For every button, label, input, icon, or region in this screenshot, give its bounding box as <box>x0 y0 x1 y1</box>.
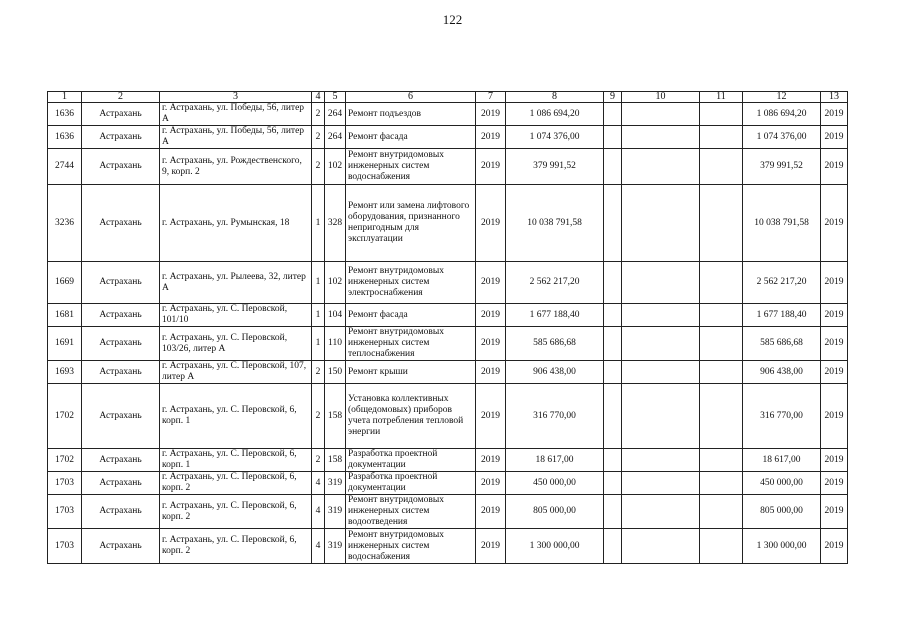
col5-cell: 102 <box>325 149 346 185</box>
column-header: 12 <box>743 92 821 103</box>
year-end-cell: 2019 <box>821 126 848 149</box>
cost-cell: 450 000,00 <box>506 472 604 495</box>
cost-cell: 379 991,52 <box>506 149 604 185</box>
house-id-cell: 1703 <box>48 495 82 529</box>
col5-cell: 319 <box>325 529 346 564</box>
column-header: 9 <box>604 92 622 103</box>
work-type-cell: Разработка проектной документации <box>346 472 476 495</box>
col10-cell <box>622 384 700 449</box>
col4-cell: 2 <box>312 384 325 449</box>
house-id-cell: 3236 <box>48 185 82 262</box>
year-end-cell: 2019 <box>821 529 848 564</box>
table-row <box>48 384 848 449</box>
total-cell: 1 300 000,00 <box>743 529 821 564</box>
city-cell: Астрахань <box>82 103 160 126</box>
house-id-cell: 1636 <box>48 126 82 149</box>
table-row <box>48 495 848 529</box>
column-header: 13 <box>821 92 848 103</box>
city-cell: Астрахань <box>82 185 160 262</box>
col4-cell: 2 <box>312 361 325 384</box>
city-cell: Астрахань <box>82 262 160 304</box>
col10-cell <box>622 126 700 149</box>
year-cell: 2019 <box>476 327 506 361</box>
total-cell: 450 000,00 <box>743 472 821 495</box>
col9-cell <box>604 361 622 384</box>
house-id-cell: 1636 <box>48 103 82 126</box>
column-header: 5 <box>325 92 346 103</box>
col5-cell: 158 <box>325 384 346 449</box>
col9-cell <box>604 529 622 564</box>
year-end-cell: 2019 <box>821 449 848 472</box>
col4-cell: 2 <box>312 103 325 126</box>
city-cell: Астрахань <box>82 304 160 327</box>
address-cell: г. Астрахань, ул. С. Перовской, 103/26, литер А <box>160 327 312 361</box>
col5-cell: 150 <box>325 361 346 384</box>
col11-cell <box>700 327 743 361</box>
year-cell: 2019 <box>476 185 506 262</box>
header-row <box>48 92 848 103</box>
col5-cell: 319 <box>325 472 346 495</box>
column-header: 11 <box>700 92 743 103</box>
col9-cell <box>604 304 622 327</box>
house-id-cell: 1669 <box>48 262 82 304</box>
col11-cell <box>700 126 743 149</box>
total-cell: 18 617,00 <box>743 449 821 472</box>
col9-cell <box>604 384 622 449</box>
work-type-cell: Ремонт внутридомовых инженерных систем водоснабжения <box>346 529 476 564</box>
city-cell: Астрахань <box>82 149 160 185</box>
col4-cell: 4 <box>312 495 325 529</box>
work-type-cell: Ремонт крыши <box>346 361 476 384</box>
col10-cell <box>622 472 700 495</box>
col5-cell: 264 <box>325 103 346 126</box>
year-end-cell: 2019 <box>821 327 848 361</box>
col10-cell <box>622 361 700 384</box>
house-id-cell: 1681 <box>48 304 82 327</box>
column-header: 4 <box>312 92 325 103</box>
address-cell: г. Астрахань, ул. Рождественского, 9, корп. 2 <box>160 149 312 185</box>
total-cell: 585 686,68 <box>743 327 821 361</box>
city-cell: Астрахань <box>82 529 160 564</box>
col11-cell <box>700 449 743 472</box>
total-cell: 906 438,00 <box>743 361 821 384</box>
table-row <box>48 327 848 361</box>
year-cell: 2019 <box>476 495 506 529</box>
col5-cell: 110 <box>325 327 346 361</box>
work-type-cell: Разработка проектной документации <box>346 449 476 472</box>
year-end-cell: 2019 <box>821 472 848 495</box>
page-number: 122 <box>442 12 463 27</box>
house-id-cell: 2744 <box>48 149 82 185</box>
col10-cell <box>622 185 700 262</box>
column-header: 6 <box>346 92 476 103</box>
city-cell: Астрахань <box>82 449 160 472</box>
cost-cell: 1 074 376,00 <box>506 126 604 149</box>
col5-cell: 102 <box>325 262 346 304</box>
work-type-cell: Установка коллективных (общедомовых) приборов учета потребления тепловой энергии <box>346 384 476 449</box>
table-row <box>48 185 848 262</box>
col4-cell: 2 <box>312 449 325 472</box>
total-cell: 316 770,00 <box>743 384 821 449</box>
cost-cell: 2 562 217,20 <box>506 262 604 304</box>
col9-cell <box>604 149 622 185</box>
year-cell: 2019 <box>476 449 506 472</box>
table-row <box>48 262 848 304</box>
col11-cell <box>700 495 743 529</box>
work-type-cell: Ремонт фасада <box>346 304 476 327</box>
col11-cell <box>700 103 743 126</box>
work-register-table <box>47 91 848 564</box>
total-cell: 1 677 188,40 <box>743 304 821 327</box>
total-cell: 1 074 376,00 <box>743 126 821 149</box>
col4-cell: 1 <box>312 327 325 361</box>
year-end-cell: 2019 <box>821 262 848 304</box>
year-cell: 2019 <box>476 384 506 449</box>
address-cell: г. Астрахань, ул. С. Перовской, 6, корп. 2 <box>160 529 312 564</box>
house-id-cell: 1693 <box>48 361 82 384</box>
year-cell: 2019 <box>476 472 506 495</box>
total-cell: 2 562 217,20 <box>743 262 821 304</box>
year-end-cell: 2019 <box>821 495 848 529</box>
col4-cell: 4 <box>312 472 325 495</box>
cost-cell: 316 770,00 <box>506 384 604 449</box>
city-cell: Астрахань <box>82 327 160 361</box>
table-row <box>48 149 848 185</box>
work-type-cell: Ремонт внутридомовых инженерных систем водоснабжения <box>346 149 476 185</box>
address-cell: г. Астрахань, ул. С. Перовской, 6, корп. 2 <box>160 472 312 495</box>
table-row <box>48 449 848 472</box>
col9-cell <box>604 495 622 529</box>
col9-cell <box>604 185 622 262</box>
address-cell: г. Астрахань, ул. Победы, 56, литер А <box>160 103 312 126</box>
col4-cell: 1 <box>312 304 325 327</box>
address-cell: г. Астрахань, ул. С. Перовской, 6, корп. 1 <box>160 449 312 472</box>
work-type-cell: Ремонт внутридомовых инженерных систем электроснабжения <box>346 262 476 304</box>
year-cell: 2019 <box>476 149 506 185</box>
address-cell: г. Астрахань, ул. Победы, 56, литер А <box>160 126 312 149</box>
table-row <box>48 529 848 564</box>
column-header: 1 <box>48 92 82 103</box>
column-header: 8 <box>506 92 604 103</box>
col5-cell: 104 <box>325 304 346 327</box>
col10-cell <box>622 149 700 185</box>
col10-cell <box>622 529 700 564</box>
year-end-cell: 2019 <box>821 304 848 327</box>
column-header: 7 <box>476 92 506 103</box>
address-cell: г. Астрахань, ул. С. Перовской, 101/10 <box>160 304 312 327</box>
year-end-cell: 2019 <box>821 149 848 185</box>
col11-cell <box>700 262 743 304</box>
year-end-cell: 2019 <box>821 361 848 384</box>
year-cell: 2019 <box>476 529 506 564</box>
year-cell: 2019 <box>476 304 506 327</box>
column-header: 2 <box>82 92 160 103</box>
col9-cell <box>604 103 622 126</box>
col11-cell <box>700 304 743 327</box>
col5-cell: 319 <box>325 495 346 529</box>
col4-cell: 1 <box>312 185 325 262</box>
city-cell: Астрахань <box>82 384 160 449</box>
cost-cell: 585 686,68 <box>506 327 604 361</box>
address-cell: г. Астрахань, ул. Рылеева, 32, литер А <box>160 262 312 304</box>
table-row <box>48 304 848 327</box>
cost-cell: 1 300 000,00 <box>506 529 604 564</box>
house-id-cell: 1703 <box>48 472 82 495</box>
col5-cell: 264 <box>325 126 346 149</box>
col9-cell <box>604 262 622 304</box>
work-type-cell: Ремонт внутридомовых инженерных систем теплоснабжения <box>346 327 476 361</box>
work-type-cell: Ремонт подъездов <box>346 103 476 126</box>
cost-cell: 906 438,00 <box>506 361 604 384</box>
table-row <box>48 361 848 384</box>
house-id-cell: 1702 <box>48 384 82 449</box>
city-cell: Астрахань <box>82 361 160 384</box>
cost-cell: 1 677 188,40 <box>506 304 604 327</box>
col4-cell: 2 <box>312 149 325 185</box>
work-type-cell: Ремонт или замена лифтового оборудования, признанного непригодным для эксплуатации <box>346 185 476 262</box>
col11-cell <box>700 529 743 564</box>
col10-cell <box>622 304 700 327</box>
table-row <box>48 472 848 495</box>
col4-cell: 4 <box>312 529 325 564</box>
total-cell: 379 991,52 <box>743 149 821 185</box>
cost-cell: 18 617,00 <box>506 449 604 472</box>
city-cell: Астрахань <box>82 126 160 149</box>
year-end-cell: 2019 <box>821 185 848 262</box>
cost-cell: 10 038 791,58 <box>506 185 604 262</box>
year-cell: 2019 <box>476 103 506 126</box>
col11-cell <box>700 185 743 262</box>
col11-cell <box>700 149 743 185</box>
col10-cell <box>622 327 700 361</box>
col5-cell: 328 <box>325 185 346 262</box>
city-cell: Астрахань <box>82 472 160 495</box>
col11-cell <box>700 361 743 384</box>
work-type-cell: Ремонт фасада <box>346 126 476 149</box>
total-cell: 1 086 694,20 <box>743 103 821 126</box>
address-cell: г. Астрахань, ул. Румынская, 18 <box>160 185 312 262</box>
col10-cell <box>622 449 700 472</box>
total-cell: 10 038 791,58 <box>743 185 821 262</box>
column-header: 3 <box>160 92 312 103</box>
year-cell: 2019 <box>476 126 506 149</box>
address-cell: г. Астрахань, ул. С. Перовской, 6, корп. 2 <box>160 495 312 529</box>
year-end-cell: 2019 <box>821 103 848 126</box>
col9-cell <box>604 472 622 495</box>
address-cell: г. Астрахань, ул. С. Перовской, 6, корп. 1 <box>160 384 312 449</box>
house-id-cell: 1691 <box>48 327 82 361</box>
year-cell: 2019 <box>476 262 506 304</box>
col11-cell <box>700 384 743 449</box>
work-type-cell: Ремонт внутридомовых инженерных систем водоотведения <box>346 495 476 529</box>
year-cell: 2019 <box>476 361 506 384</box>
col9-cell <box>604 126 622 149</box>
cost-cell: 1 086 694,20 <box>506 103 604 126</box>
cost-cell: 805 000,00 <box>506 495 604 529</box>
house-id-cell: 1703 <box>48 529 82 564</box>
address-cell: г. Астрахань, ул. С. Перовской, 107, литер А <box>160 361 312 384</box>
col10-cell <box>622 262 700 304</box>
table-row <box>48 126 848 149</box>
col9-cell <box>604 327 622 361</box>
col9-cell <box>604 449 622 472</box>
col11-cell <box>700 472 743 495</box>
col5-cell: 158 <box>325 449 346 472</box>
city-cell: Астрахань <box>82 495 160 529</box>
house-id-cell: 1702 <box>48 449 82 472</box>
col10-cell <box>622 103 700 126</box>
col4-cell: 2 <box>312 126 325 149</box>
total-cell: 805 000,00 <box>743 495 821 529</box>
column-header: 10 <box>622 92 700 103</box>
col10-cell <box>622 495 700 529</box>
year-end-cell: 2019 <box>821 384 848 449</box>
table-row <box>48 103 848 126</box>
col4-cell: 1 <box>312 262 325 304</box>
